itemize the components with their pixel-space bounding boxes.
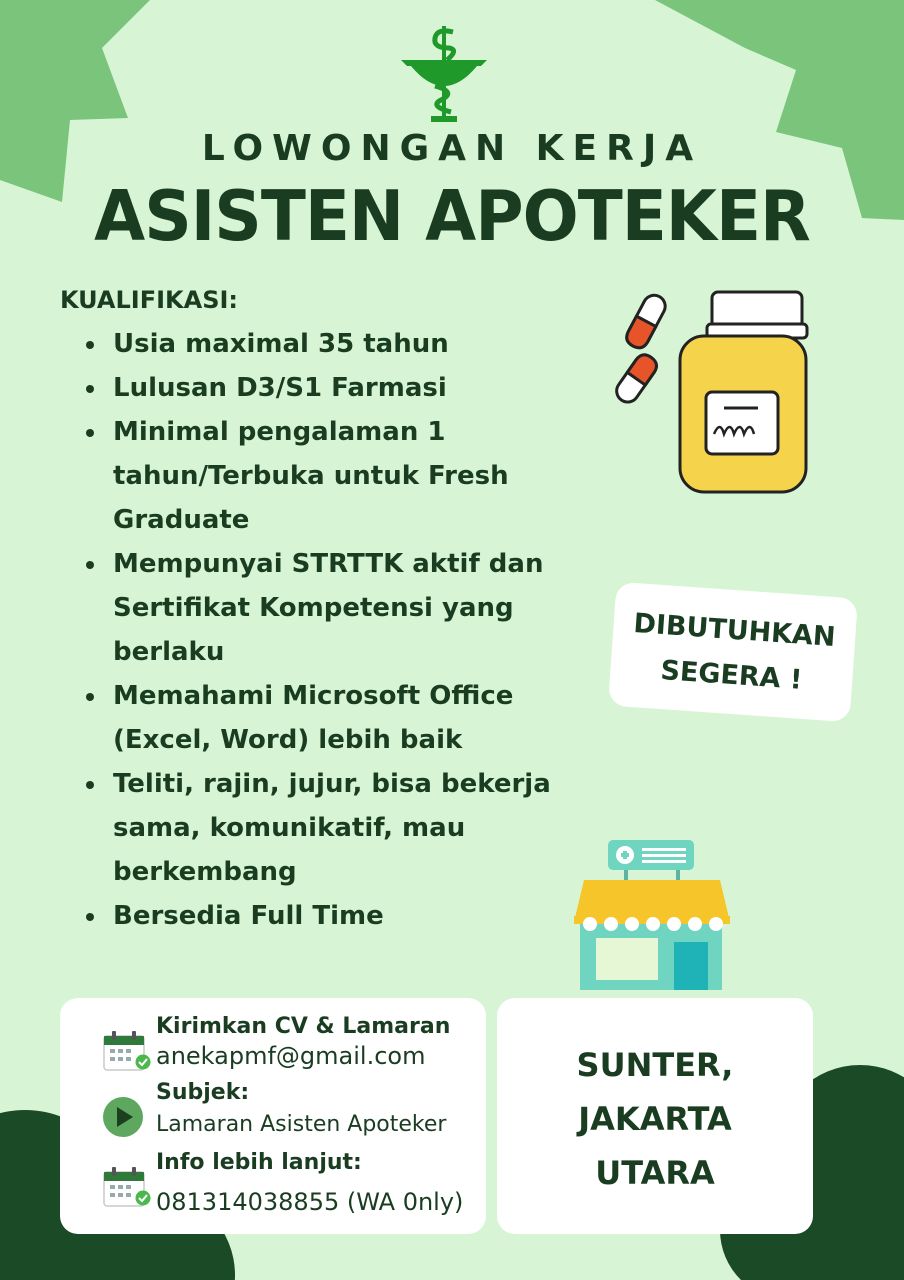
- play-icon: [102, 1096, 144, 1138]
- send-cv-label: Kirimkan CV & Lamaran: [156, 1014, 451, 1039]
- calendar-check-icon: [102, 1166, 152, 1208]
- qualifications-list: [60, 322, 600, 938]
- urgent-badge: [608, 582, 858, 723]
- page-title: ASISTEN APOTEKER: [94, 176, 810, 257]
- info-label: Info lebih lanjut:: [156, 1150, 362, 1175]
- list-item: Teliti, rajin, jujur, bisa bekerja sama, komunikatif, mau berkembang: [60, 762, 600, 894]
- location-line-3: UTARA: [595, 1154, 715, 1192]
- subject-value: Lamaran Asisten Apoteker: [156, 1112, 447, 1137]
- location-line-1: SUNTER,: [576, 1046, 734, 1084]
- calendar-check-icon: [102, 1030, 152, 1072]
- list-item: Lulusan D3/S1 Farmasi: [60, 366, 600, 410]
- pharmacy-bowl-of-hygieia-icon: [401, 26, 487, 124]
- phone-number[interactable]: 081314038855 (WA 0nly): [156, 1188, 464, 1216]
- qualifications-heading: KUALIFIKASI:: [60, 286, 239, 314]
- medicine-bottle-icon: [606, 284, 816, 499]
- list-item: Bersedia Full Time: [60, 894, 600, 938]
- list-item: Mempunyai STRTTK aktif dan Sertifikat Kompetensi yang berlaku: [60, 542, 600, 674]
- list-item: Usia maximal 35 tahun: [60, 322, 600, 366]
- subtitle: LOWONGAN KERJA: [201, 128, 703, 169]
- list-item: Memahami Microsoft Office (Excel, Word) lebih baik: [60, 674, 600, 762]
- email-link[interactable]: anekapmf@gmail.com: [156, 1042, 426, 1070]
- location-card: [497, 998, 813, 1234]
- urgent-line-1: DIBUTUHKAN: [632, 608, 837, 654]
- contact-card: [60, 998, 486, 1234]
- urgent-line-2: SEGERA !: [659, 655, 804, 696]
- list-item: Minimal pengalaman 1 tahun/Terbuka untuk Fresh Graduate: [60, 410, 600, 542]
- pharmacy-store-icon: [570, 838, 734, 990]
- location-line-2: JAKARTA: [578, 1100, 732, 1138]
- subject-label: Subjek:: [156, 1080, 250, 1105]
